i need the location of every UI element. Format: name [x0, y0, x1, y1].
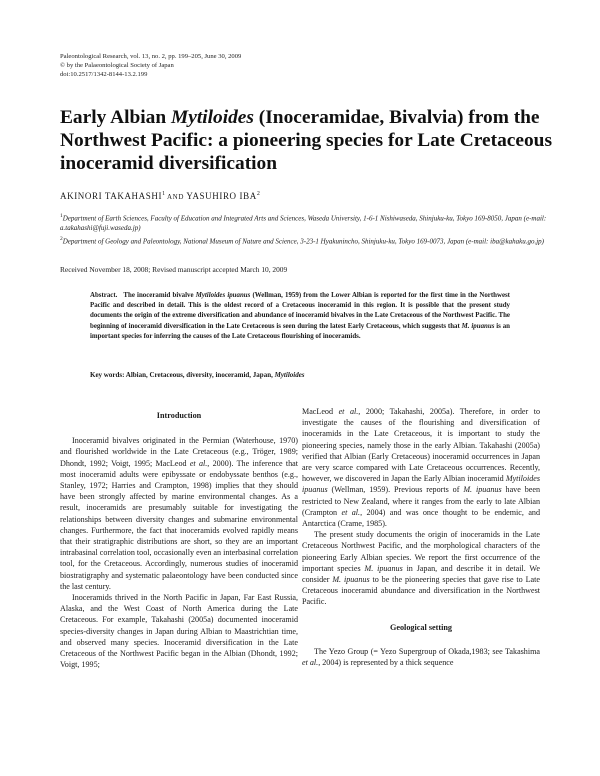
title-genus: Mytiloides: [170, 107, 254, 128]
affiliation-2: [60, 234, 550, 246]
author-and: AND: [165, 193, 187, 201]
received-dates: Received November 18, 2008; Revised manuscript accepted March 10, 2009: [60, 265, 288, 274]
author-1-sup: 1: [162, 191, 166, 197]
keywords-text: Key words: Albian, Cretaceous, diversity, inoceramid, Japan,: [90, 371, 275, 379]
abstract-text-1: The inoceramid bivalve: [123, 292, 196, 299]
abstract-species-1: Mytiloides ipuanus: [195, 292, 251, 299]
right-column: [302, 406, 540, 668]
title-part1: Early Albian: [60, 107, 171, 128]
journal-copyright: © by the Palaeontological Society of Japan: [60, 62, 174, 70]
geo-heading: Geological setting: [389, 622, 453, 632]
affiliation-2-text: Department of Geology and Paleontology, National Museum of Nature and Science, 3-23-1 Hyakunincho, Shinjuku-ku, Tokyo 169-0073, Japan (e-mail: iba@kahaku.go.jp): [62, 237, 544, 246]
abstract-text-2: (Wellman, 1959) from the Lower Albian is reported for the first time in the Northwest Pacific and described in detail. This is the oldest record of a Cretaceous inoceramid in this region. It is possible that the present study documents the origin of the extreme diversification and abundance of inoceramid bivalves in the Late Cretaceous of the Northwest Pacific. The beginning of inoceramid diversification in the Late Cretaceous is seen during the latest Early Cretaceous, which suggests that: [90, 292, 510, 330]
journal-doi: doi:10.2517/1342-8144-13.2.199: [60, 71, 148, 79]
geo-paragraph-1: The Yezo Group (= Yezo Supergroup of Okada,1983; see Takashima et al., 2004) is represented by a thick sequence: [302, 646, 540, 668]
affiliation-2-sup: 2: [60, 236, 63, 242]
author-2: YASUHIRO IBA: [186, 191, 257, 201]
author-1: AKINORI TAKAHASHI: [60, 191, 163, 201]
paper-title: [60, 106, 560, 175]
affiliation-1: [60, 211, 550, 233]
title-part2: (Inoceramidae, Bivalvia) from the Northwest Pacific: a pioneering species for Late Cretaceous inoceramid diversification: [60, 107, 553, 174]
intro-paragraph-3: The present study documents the origin of inoceramids in the Late Cretaceous Northwest Pacific, and the morphological characters of the pioneering Early Albian species. We report the first occurrence of the important species M. ipuanus in Japan, and describe it in detail. We consider M. ipuanus to be the pioneering species that gave rise to Late Cretaceous inoceramid abundance and diversification in the Northwest Pacific.: [302, 530, 540, 607]
author-line: [60, 191, 260, 201]
intro-paragraph-1: Inoceramid bivalves originated in the Permian (Waterhouse, 1970) and flourished worldwide in the Late Cretaceous (e.g., Tröger, 1989; Dhondt, 1992; Voigt, 1995; MacLeod et al., 2000). The inference that most inoceramid adults were epibyssate or endobyssate benthos (e.g., Stanley, 1972; Harries and Crampton, 1998) implies that they should have been strongly affected by marine environmental changes. As a result, inoceramids are presumably suitable for investigating the relationships between diversity changes and submarine environmental changes. Furthermore, the fact that inoceramids evolved rapidly means that their stratigraphic distributions are short, so they are an important intrabasinal correlation tool, occasionally even an interbasinal correlation tool, for the Cretaceous. Accordingly, numerous studies of inoceramid biostratigraphy and systematic palaeontology have been conducted since the last century.: [60, 436, 298, 591]
journal-citation: Paleontological Research, vol. 13, no. 2, pp. 199–205, June 30, 2009: [60, 53, 242, 60]
intro-heading: Introduction: [156, 411, 202, 420]
affiliation-1-sup: 1: [60, 213, 63, 219]
keywords-genus: Mytiloides: [274, 371, 305, 379]
abstract: [90, 291, 510, 342]
author-2-sup: 2: [256, 191, 260, 197]
journal-header: [60, 52, 241, 80]
intro-paragraph-2: Inoceramids thrived in the North Pacific in Japan, Far East Russia, Alaska, and the West Coast of North America during the Late Cretaceous. For example, Takahashi (2005a) documented inoceramid species-diversity changes in Japan during Albian to Maastrichtian time, and observed many species. Inoceramid diversification in the Late Cretaceous of the Northwest Pacific began in the Albian (Dhondt, 1992; Voigt, 1995;: [60, 593, 298, 670]
left-column: [60, 406, 298, 670]
abstract-species-2: M. ipuanus: [461, 322, 495, 330]
abstract-text-3: is an important species for inferring the causes of the Late Cretaceous flourishing of inoceramids.: [90, 322, 511, 340]
affiliation-1-text: Department of Earth Sciences, Faculty of Education and Integrated Arts and Sciences, Waseda University, 1-6-1 Nishiwaseda, Shinjuku-ku, Tokyo 169-8050, Japan (e-mail: a.takahashi@fuji.waseda.jp): [60, 214, 547, 233]
keywords: [90, 371, 305, 379]
abstract-label: Abstract.: [90, 292, 118, 299]
intro-paragraph-2-continued: MacLeod et al., 2000; Takahashi, 2005a). Therefore, in order to investigate the causes of the flourishing and diversification of inoceramids in the Late Cretaceous, it is important to study the pioneering species, namely those in the early Albian. Takahashi (2005a) verified that Albian (Early Cretaceous) inoceramid occurrences in Japan are very scarce compared with Late Cretaceous occurrences. Recently, however, we discovered in Japan the Early Albian inoceramid Mytiloides ipuanus (Wellman, 1959). Previous reports of M. ipuanus have been restricted to New Zealand, where it ranges from the early to late Albian (Crampton et al., 2004) and was once thought to be endemic, and Antarctica (Crame, 1985).: [302, 407, 541, 529]
